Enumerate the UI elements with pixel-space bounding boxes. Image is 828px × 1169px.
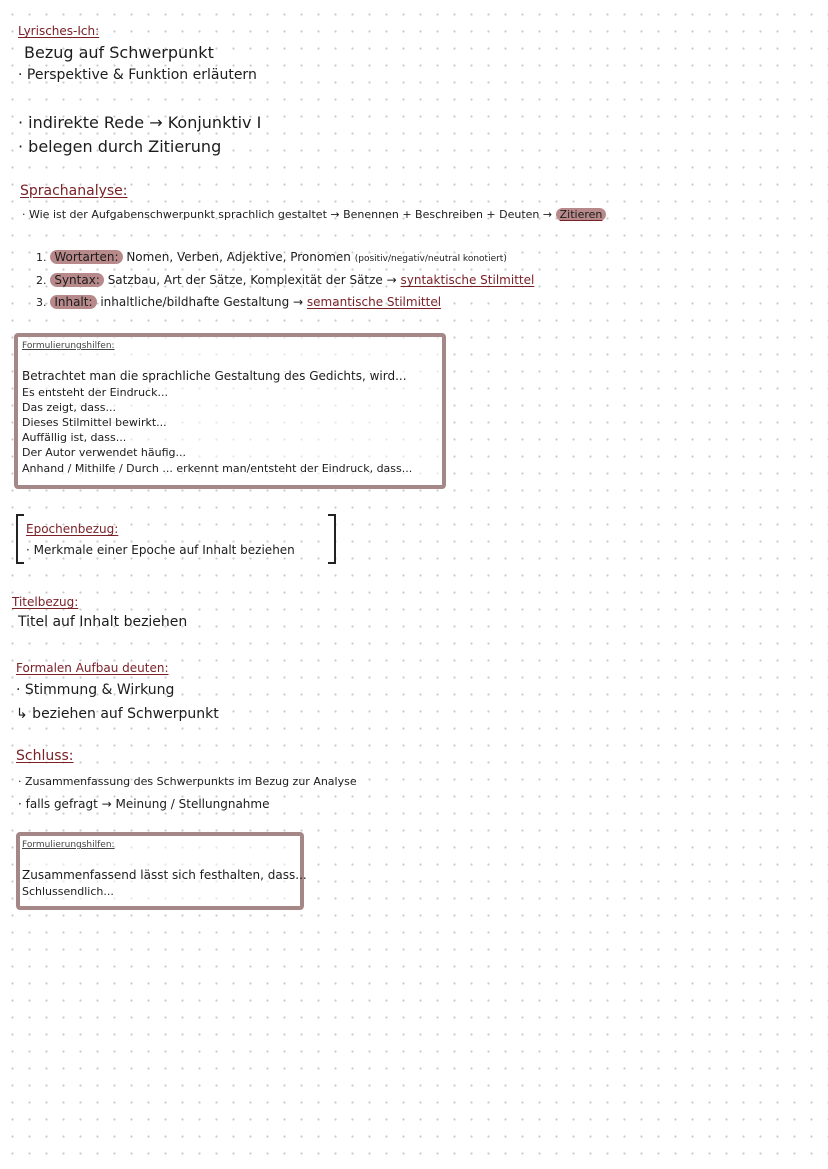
- formulierungshilfen-box-1: [14, 333, 446, 489]
- lyrisches-line-1: Bezug auf Schwerpunkt: [24, 43, 214, 62]
- titelbezug-heading: Titelbezug:: [12, 595, 79, 609]
- lyrisches-line-2: · Perspektive & Funktion erläutern: [18, 67, 257, 83]
- box1-line: Betrachtet man die sprachliche Gestaltung des Gedichts, wird...: [22, 369, 407, 383]
- schluss-line-2: · falls gefragt → Meinung / Stellungnahme: [18, 797, 270, 811]
- item-text: Satzbau, Art der Sätze, Komplexität der Sätze →: [107, 273, 397, 287]
- item-number: 2.: [36, 274, 47, 287]
- item-number: 3.: [36, 296, 47, 309]
- box1-line: Der Autor verwendet häufig...: [22, 446, 186, 459]
- aufbau-heading: Formalen Aufbau deuten:: [16, 661, 169, 675]
- box1-line: Es entsteht der Eindruck...: [22, 386, 168, 399]
- box-title: Formulierungshilfen:: [22, 840, 115, 850]
- item-number: 1.: [36, 251, 47, 264]
- box1-line: Anhand / Mithilfe / Durch ... erkennt man/entsteht der Eindruck, dass...: [22, 462, 413, 475]
- item-label-wortarten: Wortarten:: [50, 250, 122, 264]
- aufbau-line-2: ↳ beziehen auf Schwerpunkt: [16, 706, 219, 722]
- item-note: (positiv/negativ/neutral konotiert): [354, 254, 507, 264]
- aufbau-line-1: · Stimmung & Wirkung: [16, 682, 175, 698]
- item-text: Nomen, Verben, Adjektive, Pronomen: [126, 250, 351, 264]
- box1-line: Dieses Stilmittel bewirkt...: [22, 416, 167, 429]
- zitieren-highlight: Zitieren: [556, 208, 607, 221]
- sprachanalyse-item-1: [36, 250, 507, 264]
- item-text: inhaltliche/bildhafte Gestaltung →: [100, 295, 304, 309]
- epochenbezug-heading: Epochenbezug:: [26, 522, 119, 536]
- item-label-syntax: Syntax:: [50, 273, 104, 287]
- sprachanalyse-item-3: [36, 295, 441, 309]
- lyrisches-line-3: · indirekte Rede → Konjunktiv I: [18, 113, 262, 132]
- lyrisches-ich-heading: Lyrisches-Ich:: [18, 24, 100, 38]
- box2-line: Zusammenfassend lässt sich festhalten, dass...: [22, 868, 307, 882]
- item-tail: syntaktische Stilmittel: [400, 273, 535, 287]
- sprachanalyse-question-text: · Wie ist der Aufgabenschwerpunkt sprachlich gestaltet → Benennen + Beschreiben + Deuten →: [22, 208, 553, 221]
- lyrisches-line-4: · belegen durch Zitierung: [18, 137, 222, 156]
- bracket-left: [16, 514, 24, 564]
- bracket-right: [328, 514, 336, 564]
- item-tail: semantische Stilmittel: [306, 295, 442, 309]
- epochenbezug-line: · Merkmale einer Epoche auf Inhalt beziehen: [26, 543, 295, 557]
- titelbezug-line: Titel auf Inhalt beziehen: [18, 614, 188, 630]
- formulierungshilfen-box-2: [16, 832, 307, 910]
- box1-line: Das zeigt, dass...: [22, 401, 116, 414]
- item-label-inhalt: Inhalt:: [50, 295, 96, 309]
- sprachanalyse-question: [22, 208, 606, 221]
- box1-line: Auffällig ist, dass...: [22, 431, 127, 444]
- box2-line: Schlussendlich...: [22, 885, 114, 898]
- sprachanalyse-heading: Sprachanalyse:: [20, 183, 128, 199]
- box-title: Formulierungshilfen:: [22, 341, 115, 351]
- schluss-line-1: · Zusammenfassung des Schwerpunkts im Bezug zur Analyse: [18, 775, 357, 788]
- sprachanalyse-item-2: [36, 273, 534, 287]
- schluss-heading: Schluss:: [16, 748, 74, 764]
